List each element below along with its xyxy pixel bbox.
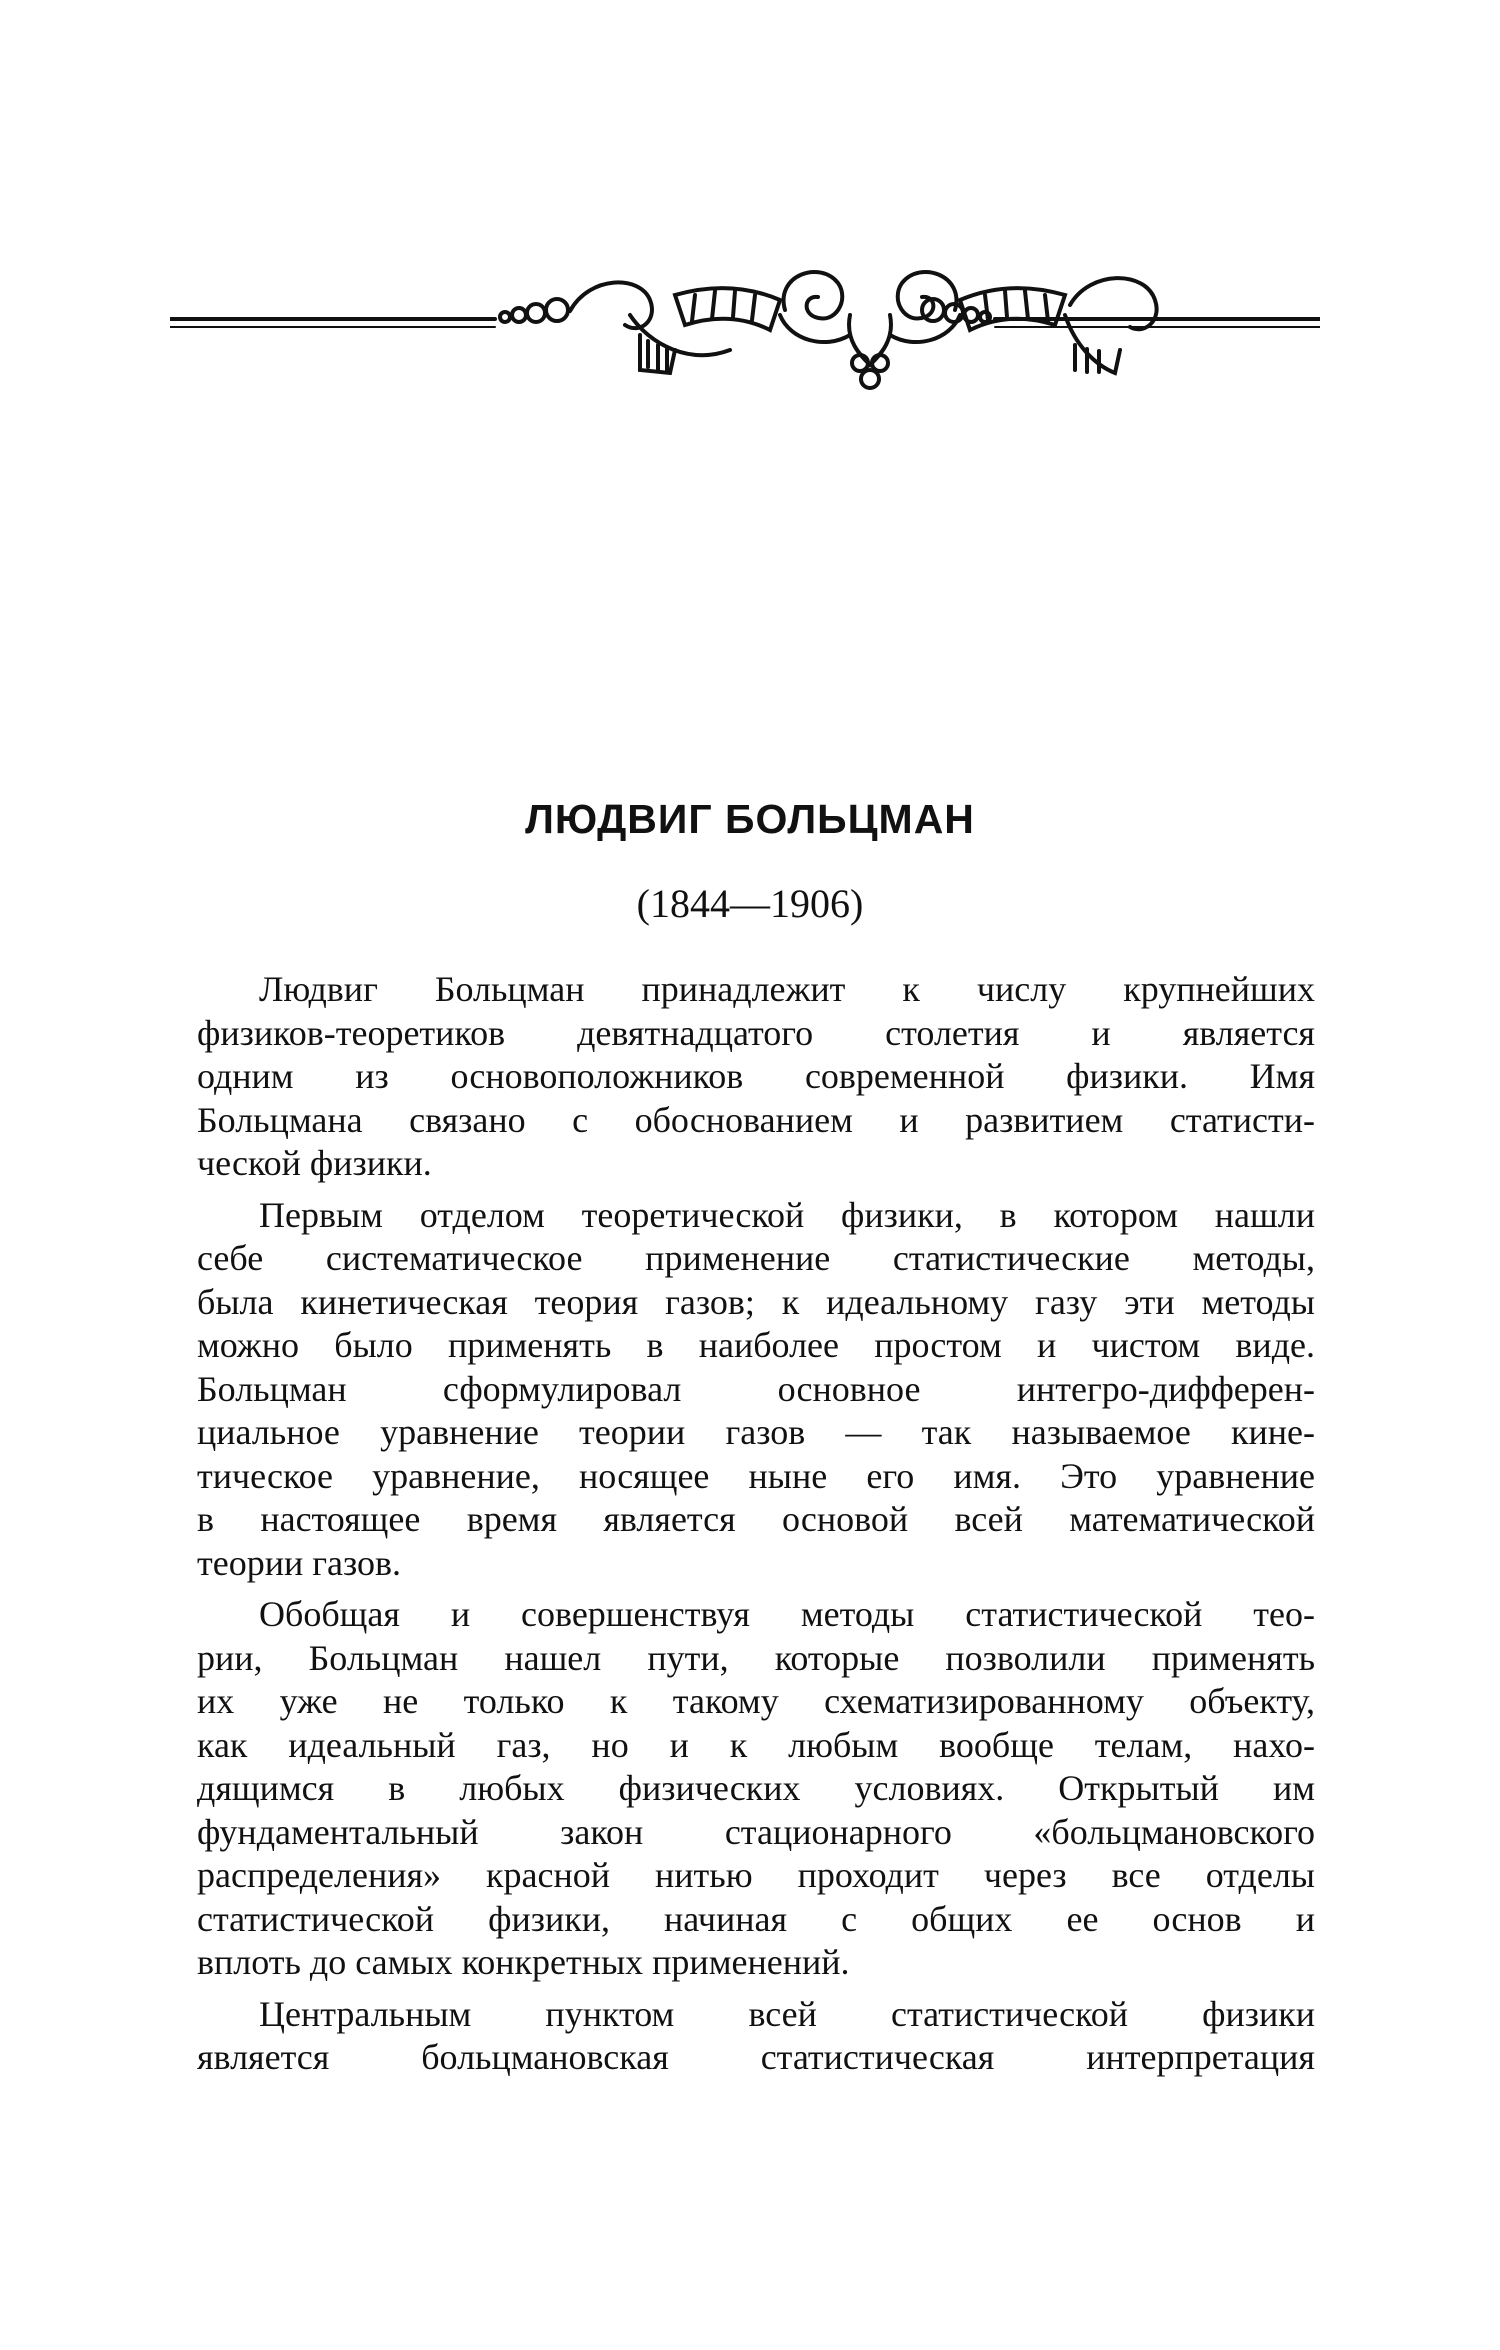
life-dates: (1844—1906) (636, 881, 864, 926)
text-line: дящимся в любых физических условиях. Открытый им (197, 1768, 1315, 1808)
text-line: Первым отделом теоретической физики, в котором нашли (259, 1194, 1315, 1235)
page-title: ЛЮДВИГ БОЛЬЦМАН (525, 796, 975, 842)
text-line: теории газов. (197, 1542, 401, 1583)
text-line: статистической физики, начиная с общих ее основ и (197, 1898, 1315, 1939)
text-line: в настоящее время является основой всей математической (197, 1499, 1315, 1539)
text-line: Центральным пунктом всей статистической физики (259, 1993, 1315, 2034)
text-line: Больцман сформулировал основное интегро-дифферен- (197, 1368, 1315, 1409)
text-line: распределения» красной нитью проходит через все отделы (197, 1855, 1315, 1895)
text-line: себе систематическое применение статистические методы, (197, 1238, 1315, 1278)
text-line: является больцмановская статистическая интерпретация (197, 2037, 1315, 2077)
text-line: рии, Больцман нашел пути, которые позволили применять (197, 1637, 1315, 1678)
text-line: ческой физики. (197, 1143, 432, 1183)
text-line: Обобщая и совершенствуя методы статистической тео- (259, 1594, 1315, 1634)
text-line: вплоть до самых конкретных применений. (197, 1942, 850, 1982)
paragraph-2 (197, 1194, 1315, 1586)
text-line: Людвиг Больцман принадлежит к числу крупнейших (259, 969, 1315, 1009)
article-body (197, 968, 1315, 2080)
text-line: была кинетическая теория газов; к идеальному газу эти методы (197, 1281, 1315, 1322)
paragraph-1 (197, 968, 1315, 1186)
decorative-ornament (170, 255, 1320, 395)
text-line: одним из основоположников современной физики. Имя (197, 1056, 1315, 1096)
text-line: Больцмана связано с обоснованием и развитием статисти- (197, 1099, 1315, 1140)
text-line: физиков-теоретиков девятнадцатого столетия и является (197, 1012, 1315, 1053)
text-line: их уже не только к такому схематизированному объекту, (197, 1681, 1315, 1721)
text-line: тическое уравнение, носящее ныне его имя. Это уравнение (197, 1455, 1315, 1496)
text-line: циальное уравнение теории газов — так называемое кине- (197, 1412, 1315, 1452)
paragraph-3 (197, 1593, 1315, 1985)
paragraph-4 (197, 1993, 1315, 2080)
text-line: как идеальный газ, но и к любым вообще телам, нахо- (197, 1724, 1315, 1765)
text-line: фундаментальный закон стационарного «больцмановского (197, 1811, 1315, 1852)
text-line: можно было применять в наиболее простом и чистом виде. (197, 1325, 1315, 1365)
